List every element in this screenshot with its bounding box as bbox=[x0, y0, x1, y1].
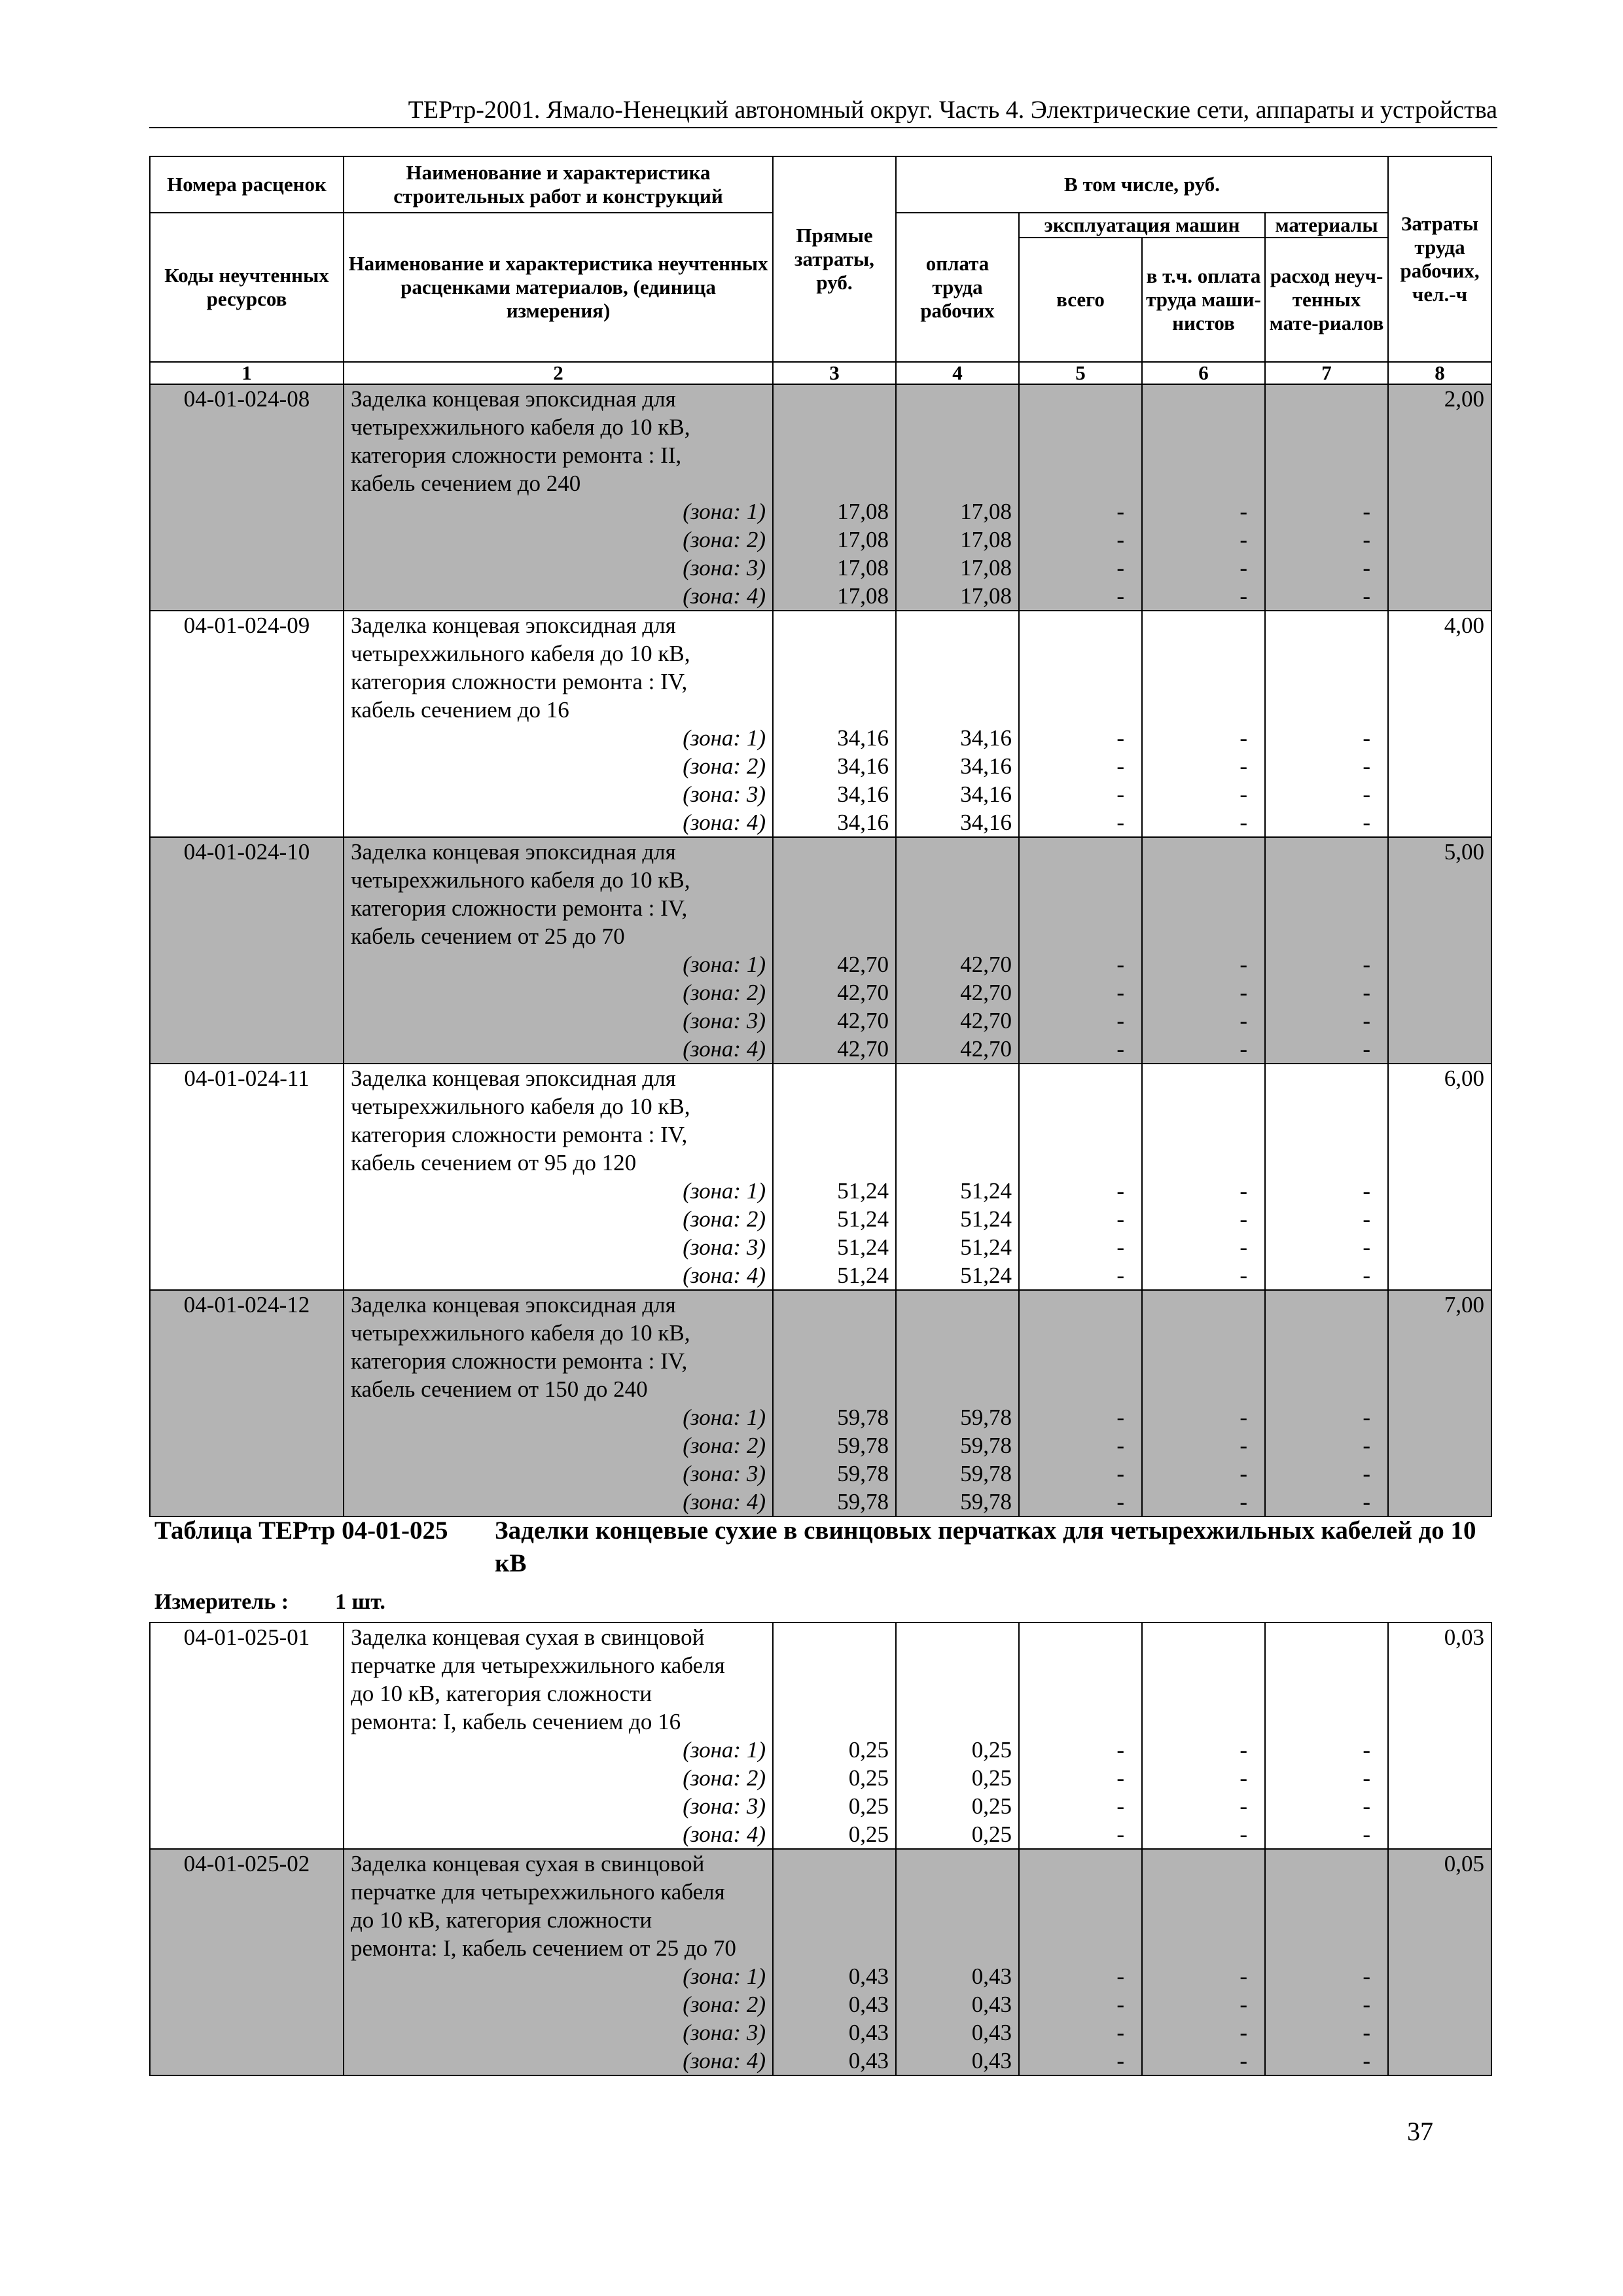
zone-label: (зона: 2) bbox=[683, 980, 766, 1005]
materials-value: - bbox=[1363, 1489, 1371, 1515]
direct-cost-value: 51,24 bbox=[837, 1234, 889, 1260]
name-line: категория сложности ремонта : IV, bbox=[351, 1122, 688, 1147]
wages-value: 34,16 bbox=[960, 781, 1012, 807]
rate-code: 04-01-024-11 bbox=[150, 1064, 344, 1290]
machines-value: - bbox=[1116, 781, 1124, 807]
materials-value: - bbox=[1363, 1793, 1370, 1819]
materials-value: - bbox=[1363, 980, 1371, 1005]
name-line: четырехжильного кабеля до 10 кВ, bbox=[351, 1094, 690, 1119]
operators-cell bbox=[1142, 1849, 1265, 2075]
operators-value: - bbox=[1240, 980, 1247, 1005]
header-machines-group: эксплуатация машин bbox=[1019, 213, 1265, 238]
machines-value: - bbox=[1116, 1178, 1124, 1204]
machines-value: - bbox=[1116, 1793, 1124, 1819]
rate-code: 04-01-024-08 bbox=[150, 384, 344, 611]
column-number-row bbox=[150, 362, 1491, 384]
zone-label: (зона: 4) bbox=[683, 1489, 766, 1515]
name-line: перчатке для четырехжильного кабеля bbox=[351, 1653, 725, 1678]
operators-value: - bbox=[1240, 1793, 1247, 1819]
operators-value: - bbox=[1240, 810, 1247, 835]
zone-label: (зона: 1) bbox=[683, 1405, 766, 1430]
machines-value: - bbox=[1116, 1263, 1124, 1288]
direct-costs-cell bbox=[773, 1064, 896, 1290]
machines-value: - bbox=[1116, 2020, 1124, 2045]
direct-cost-value: 0,25 bbox=[848, 1821, 889, 1847]
wages-value: 0,25 bbox=[971, 1793, 1012, 1819]
direct-cost-value: 0,43 bbox=[848, 2048, 889, 2073]
unit-of-measure bbox=[154, 1589, 385, 1615]
name-line: Заделка концевая эпоксидная для bbox=[351, 1066, 676, 1091]
operators-value: - bbox=[1240, 1178, 1247, 1204]
rate-description bbox=[344, 1849, 773, 2075]
machines-value: - bbox=[1116, 1461, 1124, 1486]
operators-cell bbox=[1142, 1064, 1265, 1290]
zone-label: (зона: 4) bbox=[683, 2048, 766, 2073]
machines-value: - bbox=[1116, 980, 1124, 1005]
wages-value: 59,78 bbox=[960, 1489, 1012, 1515]
direct-cost-value: 59,78 bbox=[837, 1461, 889, 1486]
wages-value: 0,25 bbox=[971, 1765, 1012, 1791]
wages-value: 42,70 bbox=[960, 1036, 1012, 1062]
wages-cell bbox=[896, 1849, 1019, 2075]
rate-code: 04-01-025-02 bbox=[150, 1849, 344, 2075]
wages-cell bbox=[896, 1290, 1019, 1516]
operators-cell bbox=[1142, 1623, 1265, 1849]
direct-costs-cell bbox=[773, 1623, 896, 1849]
direct-cost-value: 42,70 bbox=[837, 1036, 889, 1062]
name-line: категория сложности ремонта : IV, bbox=[351, 1348, 688, 1374]
wages-cell bbox=[896, 611, 1019, 837]
direct-cost-value: 17,08 bbox=[837, 555, 889, 581]
column-number: 5 bbox=[1019, 362, 1142, 384]
materials-value: - bbox=[1363, 1765, 1370, 1791]
name-line: кабель сечением от 150 до 240 bbox=[351, 1376, 648, 1402]
machines-cell bbox=[1019, 1849, 1142, 2075]
direct-cost-value: 42,70 bbox=[837, 952, 889, 977]
wages-cell bbox=[896, 1623, 1019, 1849]
wages-value: 59,78 bbox=[960, 1405, 1012, 1430]
wages-value: 17,08 bbox=[960, 583, 1012, 609]
name-line: четырехжильного кабеля до 10 кВ, bbox=[351, 867, 690, 893]
materials-value: - bbox=[1363, 1234, 1371, 1260]
rate-description bbox=[344, 837, 773, 1064]
unit-value: 1 шт. bbox=[335, 1590, 385, 1614]
operators-value: - bbox=[1240, 1992, 1247, 2017]
operators-value: - bbox=[1240, 1234, 1247, 1260]
direct-cost-value: 0,43 bbox=[848, 1964, 889, 1989]
direct-costs-cell bbox=[773, 384, 896, 611]
materials-value: - bbox=[1363, 753, 1371, 779]
materials-value: - bbox=[1363, 1206, 1371, 1232]
zone-label: (зона: 2) bbox=[683, 1433, 766, 1458]
wages-value: 59,78 bbox=[960, 1433, 1012, 1458]
materials-value: - bbox=[1363, 725, 1371, 751]
zone-label: (зона: 2) bbox=[683, 753, 766, 779]
rate-description bbox=[344, 1064, 773, 1290]
materials-value: - bbox=[1363, 1992, 1370, 2017]
machines-value: - bbox=[1116, 725, 1124, 751]
machines-cell bbox=[1019, 837, 1142, 1064]
column-number: 3 bbox=[773, 362, 896, 384]
column-number: 8 bbox=[1388, 362, 1491, 384]
rate-code: 04-01-024-12 bbox=[150, 1290, 344, 1516]
column-number: 4 bbox=[896, 362, 1019, 384]
wages-value: 17,08 bbox=[960, 499, 1012, 524]
operators-value: - bbox=[1240, 1964, 1247, 1989]
direct-cost-value: 0,25 bbox=[848, 1793, 889, 1819]
header-labor-costs: Затраты труда рабочих, чел.-ч bbox=[1388, 156, 1491, 362]
machines-value: - bbox=[1116, 555, 1124, 581]
direct-costs-cell bbox=[773, 837, 896, 1064]
direct-cost-value: 42,70 bbox=[837, 980, 889, 1005]
materials-cell bbox=[1265, 1290, 1388, 1516]
wages-value: 0,43 bbox=[971, 2020, 1012, 2045]
table-number: Таблица ТЕРтр 04-01-025 bbox=[154, 1516, 448, 1545]
name-line: четырехжильного кабеля до 10 кВ, bbox=[351, 1320, 690, 1346]
direct-costs-cell bbox=[773, 1290, 896, 1516]
operators-value: - bbox=[1240, 527, 1247, 552]
name-line: ремонта: I, кабель сечением до 16 bbox=[351, 1709, 681, 1734]
materials-value: - bbox=[1363, 1008, 1371, 1033]
direct-cost-value: 34,16 bbox=[837, 753, 889, 779]
machines-value: - bbox=[1116, 499, 1124, 524]
machines-value: - bbox=[1116, 753, 1124, 779]
zone-label: (зона: 4) bbox=[683, 810, 766, 835]
direct-cost-value: 0,43 bbox=[848, 2020, 889, 2045]
name-line: кабель сечением от 95 до 120 bbox=[351, 1150, 637, 1175]
direct-cost-value: 59,78 bbox=[837, 1433, 889, 1458]
materials-value: - bbox=[1363, 1433, 1371, 1458]
rate-row bbox=[150, 1623, 1491, 1849]
wages-value: 42,70 bbox=[960, 980, 1012, 1005]
materials-value: - bbox=[1363, 1263, 1371, 1288]
name-line: Заделка концевая эпоксидная для bbox=[351, 1292, 676, 1318]
direct-cost-value: 51,24 bbox=[837, 1206, 889, 1232]
rates-table-025 bbox=[149, 1622, 1492, 2076]
header-direct-costs: Прямые затраты, руб. bbox=[773, 156, 896, 362]
machines-value: - bbox=[1116, 1737, 1124, 1763]
name-line: кабель сечением от 25 до 70 bbox=[351, 924, 625, 949]
header-operator-wages: в т.ч. оплата труда маши-нистов bbox=[1142, 238, 1265, 362]
rate-description bbox=[344, 1290, 773, 1516]
name-line: категория сложности ремонта : II, bbox=[351, 442, 682, 468]
operators-value: - bbox=[1240, 1489, 1247, 1515]
direct-cost-value: 51,24 bbox=[837, 1263, 889, 1288]
machines-cell bbox=[1019, 1290, 1142, 1516]
rate-code: 04-01-024-10 bbox=[150, 837, 344, 1064]
direct-cost-value: 0,25 bbox=[848, 1737, 889, 1763]
materials-value: - bbox=[1363, 781, 1371, 807]
materials-cell bbox=[1265, 1849, 1388, 2075]
zone-label: (зона: 1) bbox=[683, 952, 766, 977]
operators-value: - bbox=[1240, 753, 1247, 779]
direct-cost-value: 17,08 bbox=[837, 527, 889, 552]
machines-cell bbox=[1019, 611, 1142, 837]
header-resource-codes: Коды неучтенных ресурсов bbox=[150, 213, 344, 362]
materials-value: - bbox=[1363, 527, 1371, 552]
operators-value: - bbox=[1240, 499, 1247, 524]
machines-value: - bbox=[1116, 1234, 1124, 1260]
direct-cost-value: 17,08 bbox=[837, 499, 889, 524]
rate-description bbox=[344, 384, 773, 611]
header-work-name: Наименование и характеристика строительных работ и конструкций bbox=[344, 156, 773, 213]
materials-value: - bbox=[1363, 1178, 1371, 1204]
direct-cost-value: 34,16 bbox=[837, 725, 889, 751]
operators-value: - bbox=[1240, 1206, 1247, 1232]
rate-row bbox=[150, 384, 1491, 611]
machines-value: - bbox=[1116, 1206, 1124, 1232]
zone-label: (зона: 1) bbox=[683, 725, 766, 751]
header-machines-total: всего bbox=[1019, 238, 1142, 362]
machines-value: - bbox=[1116, 1405, 1124, 1430]
column-number: 7 bbox=[1265, 362, 1388, 384]
rate-row bbox=[150, 1290, 1491, 1516]
direct-cost-value: 17,08 bbox=[837, 583, 889, 609]
labor-cost-value: 0,05 bbox=[1388, 1849, 1491, 2075]
labor-cost-value: 4,00 bbox=[1388, 611, 1491, 837]
name-line: категория сложности ремонта : IV, bbox=[351, 895, 688, 921]
machines-value: - bbox=[1116, 1036, 1124, 1062]
rate-row bbox=[150, 611, 1491, 837]
machines-value: - bbox=[1116, 1964, 1124, 1989]
labor-cost-value: 7,00 bbox=[1388, 1290, 1491, 1516]
zone-label: (зона: 2) bbox=[683, 1206, 766, 1232]
materials-cell bbox=[1265, 384, 1388, 611]
zone-label: (зона: 3) bbox=[683, 781, 766, 807]
operators-value: - bbox=[1240, 1263, 1247, 1288]
unit-label: Измеритель : bbox=[154, 1590, 289, 1614]
rate-code: 04-01-025-01 bbox=[150, 1623, 344, 1849]
operators-cell bbox=[1142, 611, 1265, 837]
machines-cell bbox=[1019, 384, 1142, 611]
operators-value: - bbox=[1240, 1433, 1247, 1458]
name-line: категория сложности ремонта : IV, bbox=[351, 669, 688, 694]
materials-cell bbox=[1265, 1623, 1388, 1849]
wages-cell bbox=[896, 1064, 1019, 1290]
direct-cost-value: 51,24 bbox=[837, 1178, 889, 1204]
zone-label: (зона: 4) bbox=[683, 1263, 766, 1288]
zone-label: (зона: 3) bbox=[683, 1008, 766, 1033]
operators-cell bbox=[1142, 1290, 1265, 1516]
materials-value: - bbox=[1363, 1964, 1370, 1989]
rate-description bbox=[344, 611, 773, 837]
direct-cost-value: 34,16 bbox=[837, 810, 889, 835]
header-rate-numbers: Номера расценок bbox=[150, 156, 344, 213]
wages-value: 0,25 bbox=[971, 1821, 1012, 1847]
zone-label: (зона: 1) bbox=[683, 1737, 766, 1763]
zone-label: (зона: 1) bbox=[683, 499, 766, 524]
zone-label: (зона: 4) bbox=[683, 1821, 766, 1847]
direct-costs-cell bbox=[773, 1849, 896, 2075]
direct-cost-value: 0,43 bbox=[848, 1992, 889, 2017]
zone-label: (зона: 3) bbox=[683, 1793, 766, 1819]
name-line: до 10 кВ, категория сложности bbox=[351, 1681, 652, 1706]
wages-cell bbox=[896, 384, 1019, 611]
rates-table-024 bbox=[149, 156, 1492, 1517]
header-material-name: Наименование и характеристика неучтенных расценками материалов, (единица измерения) bbox=[344, 213, 773, 362]
rates-body-025 bbox=[150, 1623, 1491, 2075]
name-line: кабель сечением до 16 bbox=[351, 697, 569, 723]
page-number: 37 bbox=[1407, 2117, 1433, 2146]
operators-value: - bbox=[1240, 1737, 1247, 1763]
wages-value: 42,70 bbox=[960, 952, 1012, 977]
direct-cost-value: 34,16 bbox=[837, 781, 889, 807]
column-number: 2 bbox=[344, 362, 773, 384]
name-line: ремонта: I, кабель сечением от 25 до 70 bbox=[351, 1935, 736, 1961]
operators-value: - bbox=[1240, 1765, 1247, 1791]
operators-value: - bbox=[1240, 1461, 1247, 1486]
wages-value: 34,16 bbox=[960, 725, 1012, 751]
materials-value: - bbox=[1363, 810, 1371, 835]
zone-label: (зона: 3) bbox=[683, 555, 766, 581]
materials-value: - bbox=[1363, 1405, 1371, 1430]
materials-value: - bbox=[1363, 2048, 1370, 2073]
column-number: 1 bbox=[150, 362, 344, 384]
header-unaccounted-materials: расход неуч-тенных мате-риалов bbox=[1265, 238, 1388, 362]
machines-value: - bbox=[1116, 527, 1124, 552]
column-number: 6 bbox=[1142, 362, 1265, 384]
labor-cost-value: 0,03 bbox=[1388, 1623, 1491, 1849]
wages-value: 42,70 bbox=[960, 1008, 1012, 1033]
machines-cell bbox=[1019, 1064, 1142, 1290]
wages-value: 51,24 bbox=[960, 1234, 1012, 1260]
header-worker-wages: оплата труда рабочих bbox=[896, 213, 1019, 362]
zone-label: (зона: 2) bbox=[683, 1765, 766, 1791]
operators-value: - bbox=[1240, 2048, 1247, 2073]
operators-value: - bbox=[1240, 1036, 1247, 1062]
operators-value: - bbox=[1240, 1008, 1247, 1033]
labor-cost-value: 6,00 bbox=[1388, 1064, 1491, 1290]
name-line: Заделка концевая сухая в свинцовой bbox=[351, 1624, 705, 1650]
wages-value: 51,24 bbox=[960, 1178, 1012, 1204]
rate-row bbox=[150, 1064, 1491, 1290]
zone-label: (зона: 1) bbox=[683, 1178, 766, 1204]
materials-cell bbox=[1265, 611, 1388, 837]
machines-value: - bbox=[1116, 583, 1124, 609]
operators-value: - bbox=[1240, 2020, 1247, 2045]
name-line: до 10 кВ, категория сложности bbox=[351, 1907, 652, 1933]
machines-value: - bbox=[1116, 1992, 1124, 2017]
wages-value: 34,16 bbox=[960, 810, 1012, 835]
table-header bbox=[150, 156, 1491, 384]
machines-value: - bbox=[1116, 810, 1124, 835]
operators-value: - bbox=[1240, 583, 1247, 609]
running-title: ТЕРтр-2001. Ямало-Ненецкий автономный округ. Часть 4. Электрические сети, аппараты и устройства bbox=[149, 93, 1497, 128]
wages-value: 51,24 bbox=[960, 1263, 1012, 1288]
zone-label: (зона: 3) bbox=[683, 2020, 766, 2045]
direct-cost-value: 59,78 bbox=[837, 1405, 889, 1430]
materials-value: - bbox=[1363, 1737, 1370, 1763]
machines-value: - bbox=[1116, 1008, 1124, 1033]
name-line: Заделка концевая эпоксидная для bbox=[351, 839, 676, 865]
table-title: Заделки концевые сухие в свинцовых перчатках для четырехжильных кабелей до 10 кВ bbox=[495, 1516, 1476, 1577]
zone-label: (зона: 1) bbox=[683, 1964, 766, 1989]
operators-value: - bbox=[1240, 781, 1247, 807]
rates-body-024 bbox=[150, 384, 1491, 1516]
rate-row bbox=[150, 1849, 1491, 2075]
rate-row bbox=[150, 837, 1491, 1064]
operators-cell bbox=[1142, 384, 1265, 611]
materials-value: - bbox=[1363, 2020, 1370, 2045]
operators-value: - bbox=[1240, 1405, 1247, 1430]
wages-value: 0,43 bbox=[971, 1964, 1012, 1989]
machines-cell bbox=[1019, 1623, 1142, 1849]
wages-value: 0,43 bbox=[971, 1992, 1012, 2017]
machines-value: - bbox=[1116, 1489, 1124, 1515]
operators-cell bbox=[1142, 837, 1265, 1064]
operators-value: - bbox=[1240, 725, 1247, 751]
name-line: четырехжильного кабеля до 10 кВ, bbox=[351, 641, 690, 666]
name-line: Заделка концевая эпоксидная для bbox=[351, 613, 676, 638]
wages-cell bbox=[896, 837, 1019, 1064]
wages-value: 17,08 bbox=[960, 527, 1012, 552]
name-line: Заделка концевая сухая в свинцовой bbox=[351, 1851, 705, 1876]
operators-value: - bbox=[1240, 952, 1247, 977]
zone-label: (зона: 4) bbox=[683, 583, 766, 609]
wages-value: 51,24 bbox=[960, 1206, 1012, 1232]
materials-cell bbox=[1265, 1064, 1388, 1290]
labor-cost-value: 2,00 bbox=[1388, 384, 1491, 611]
wages-value: 17,08 bbox=[960, 555, 1012, 581]
materials-value: - bbox=[1363, 583, 1371, 609]
wages-value: 59,78 bbox=[960, 1461, 1012, 1486]
wages-value: 0,43 bbox=[971, 2048, 1012, 2073]
name-line: четырехжильного кабеля до 10 кВ, bbox=[351, 414, 690, 440]
operators-value: - bbox=[1240, 1821, 1247, 1847]
zone-label: (зона: 3) bbox=[683, 1461, 766, 1486]
machines-value: - bbox=[1116, 1765, 1124, 1791]
name-line: перчатке для четырехжильного кабеля bbox=[351, 1879, 725, 1905]
materials-value: - bbox=[1363, 1036, 1371, 1062]
machines-value: - bbox=[1116, 2048, 1124, 2073]
machines-value: - bbox=[1116, 1433, 1124, 1458]
materials-value: - bbox=[1363, 1461, 1371, 1486]
zone-label: (зона: 2) bbox=[683, 1992, 766, 2017]
rate-code: 04-01-024-09 bbox=[150, 611, 344, 837]
machines-value: - bbox=[1116, 1821, 1124, 1847]
name-line: Заделка концевая эпоксидная для bbox=[351, 386, 676, 412]
direct-cost-value: 59,78 bbox=[837, 1489, 889, 1515]
wages-value: 0,25 bbox=[971, 1737, 1012, 1763]
materials-value: - bbox=[1363, 499, 1371, 524]
zone-label: (зона: 3) bbox=[683, 1234, 766, 1260]
materials-value: - bbox=[1363, 1821, 1370, 1847]
wages-value: 34,16 bbox=[960, 753, 1012, 779]
labor-cost-value: 5,00 bbox=[1388, 837, 1491, 1064]
zone-label: (зона: 4) bbox=[683, 1036, 766, 1062]
materials-cell bbox=[1265, 837, 1388, 1064]
direct-costs-cell bbox=[773, 611, 896, 837]
rate-description bbox=[344, 1623, 773, 1849]
header-materials-group: материалы bbox=[1265, 213, 1388, 238]
direct-cost-value: 0,25 bbox=[848, 1765, 889, 1791]
operators-value: - bbox=[1240, 555, 1247, 581]
zone-label: (зона: 2) bbox=[683, 527, 766, 552]
materials-value: - bbox=[1363, 952, 1371, 977]
machines-value: - bbox=[1116, 952, 1124, 977]
header-including-group: В том числе, руб. bbox=[896, 156, 1388, 213]
name-line: кабель сечением до 240 bbox=[351, 471, 581, 496]
materials-value: - bbox=[1363, 555, 1371, 581]
direct-cost-value: 42,70 bbox=[837, 1008, 889, 1033]
